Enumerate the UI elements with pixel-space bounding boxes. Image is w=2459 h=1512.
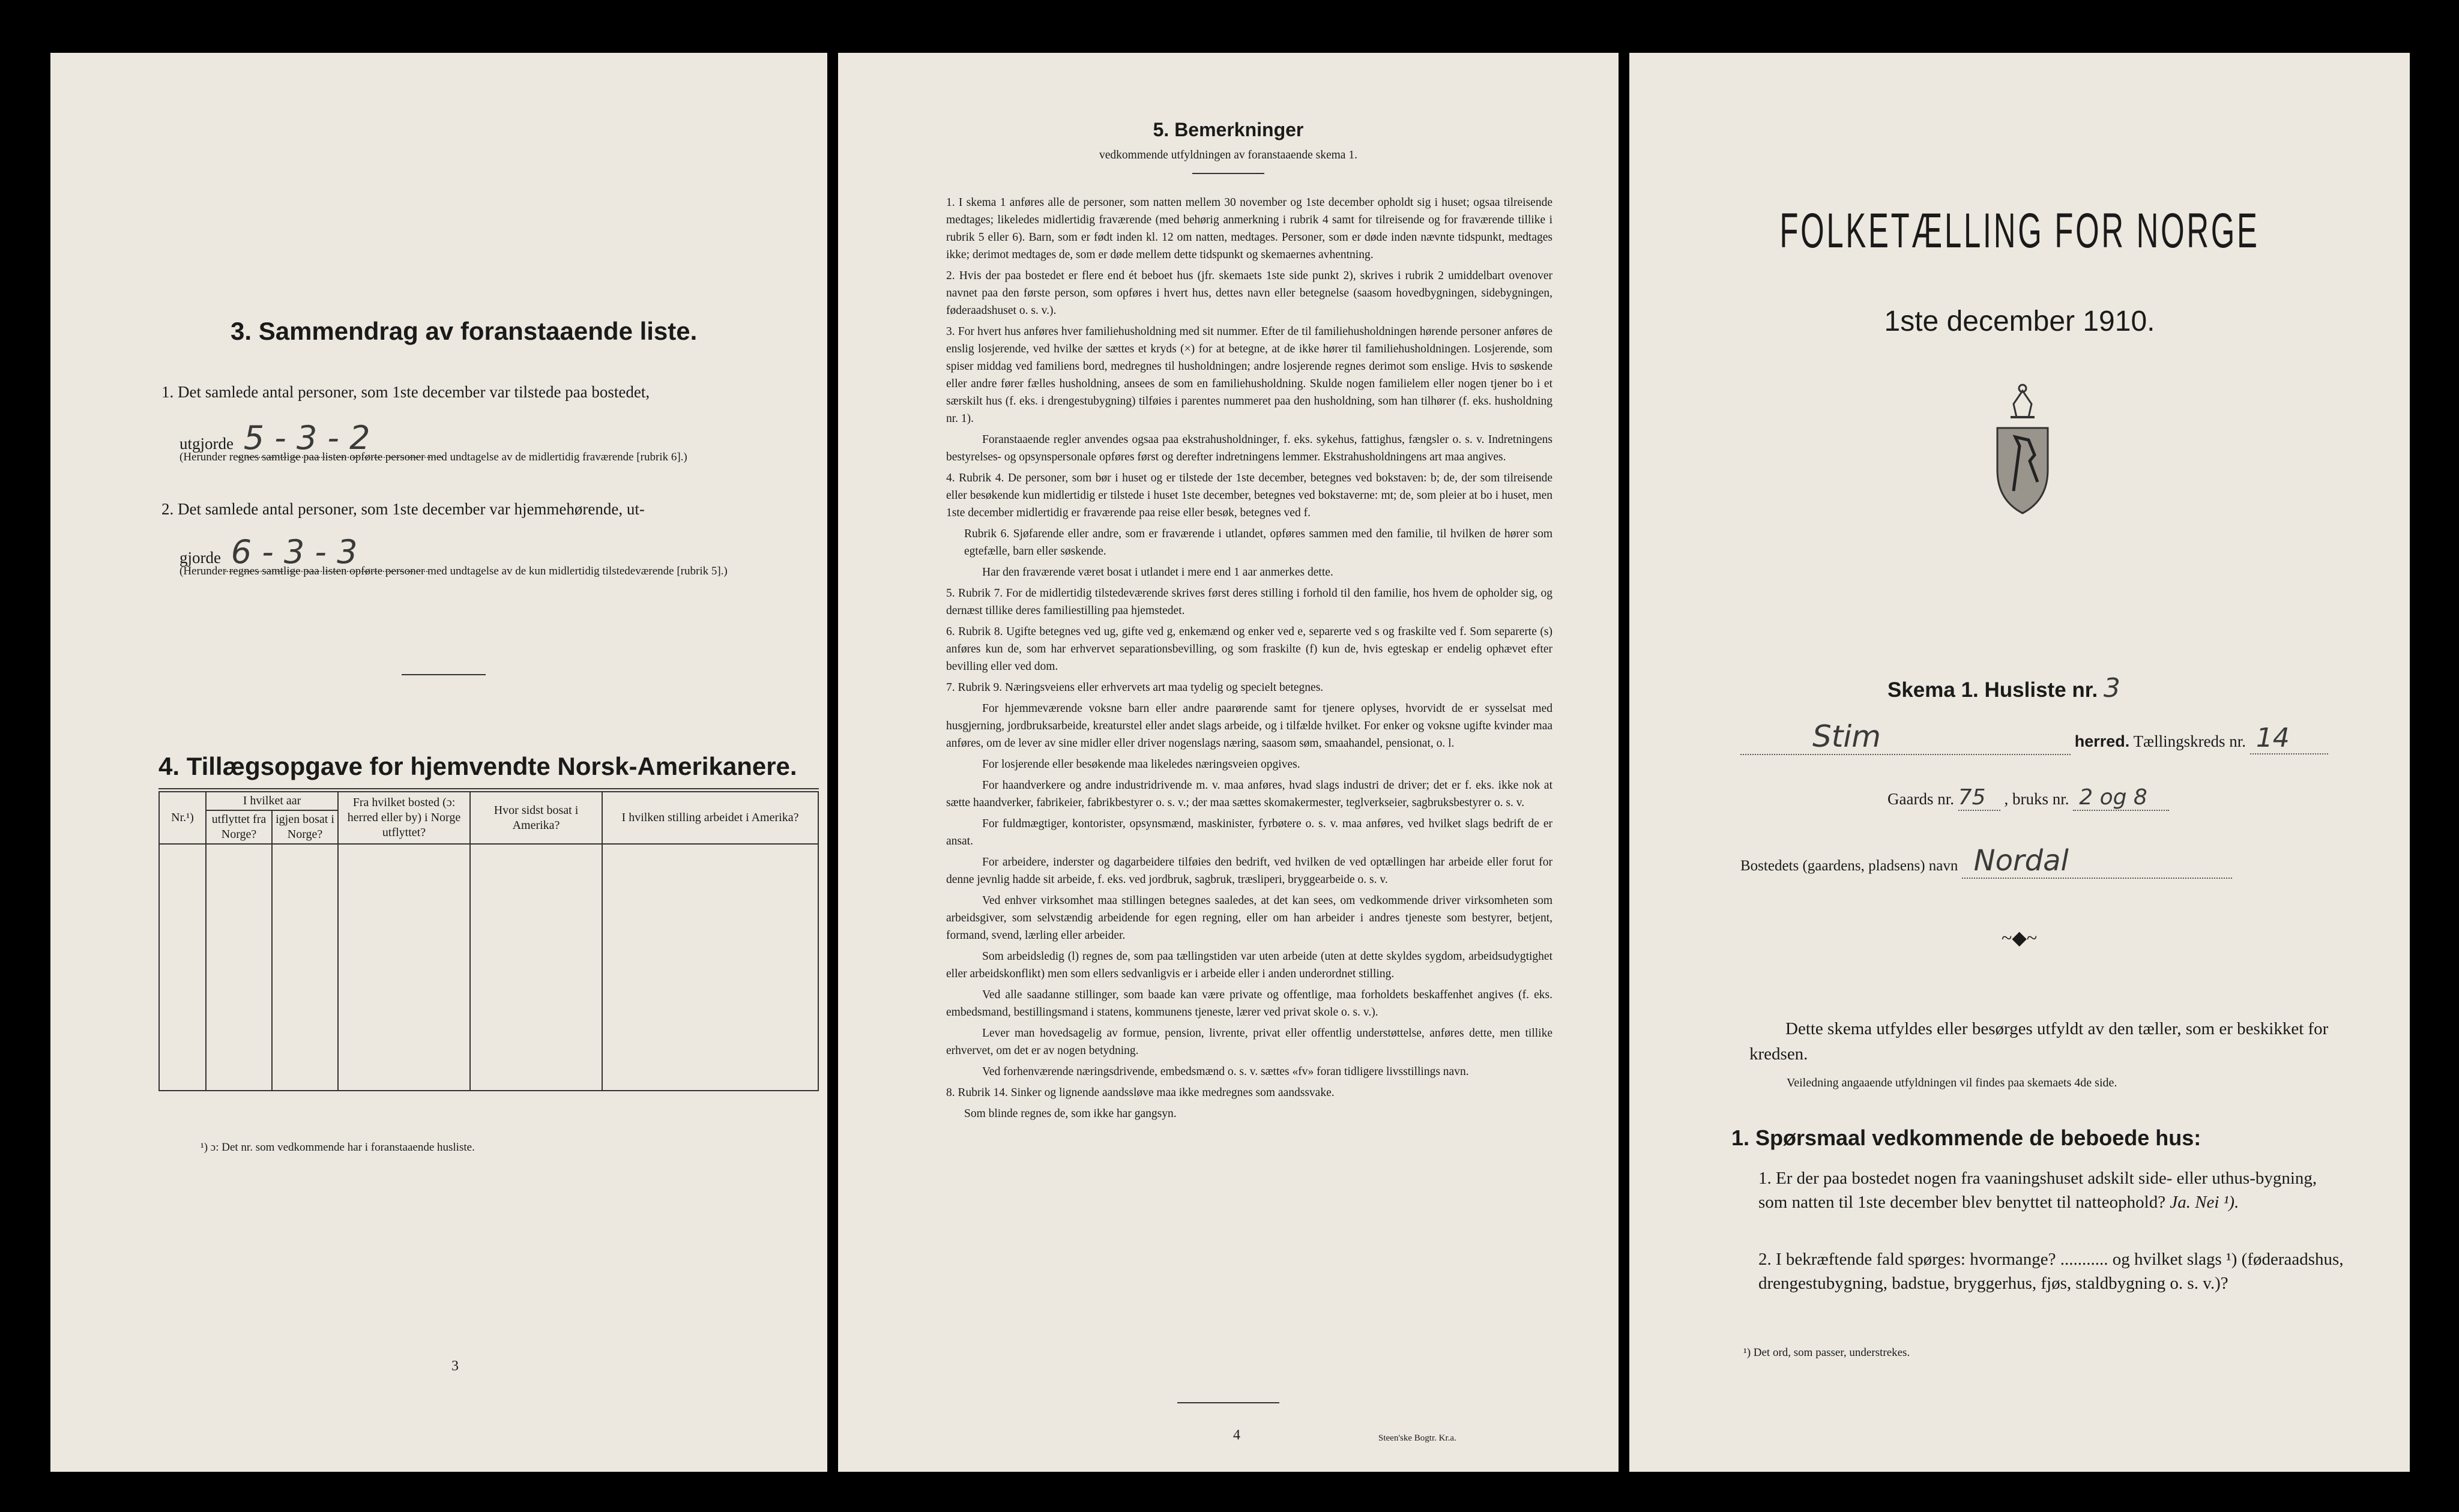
- section-4-title: 4. Tillægsopgave for hjemvendte Norsk-Amerikanere.: [158, 752, 797, 780]
- herred-value: Stim: [1740, 719, 2071, 755]
- question-1: 1. Er der paa bostedet nogen fra vaaningshuset adskilt side- eller uthus-bygning, som natten til 1ste december blev benyttet til natteophold? Ja. Nei ¹).: [1758, 1169, 2317, 1212]
- item-1-text: 1. Det samlede antal personer, som 1ste december var tilstede paa bostedet,: [161, 383, 650, 401]
- gaards-label: Gaards nr.: [1887, 790, 1954, 808]
- intro-text: Dette skema utfyldes eller besørges utfyldt av den tæller, som er beskikket for kredsen.: [1749, 1019, 2329, 1064]
- remark-3b: Foranstaaende regler anvendes ogsaa paa ekstrahusholdninger, f. eks. sykehus, fattighus, fængsler o. s. v. Indretningens bestyrelses- og opsynspersonale opføres først og derefter indretningens lemmer. Ekstrahusholdningens art maa angives.: [946, 433, 1552, 463]
- bruks-value: 2 og 8: [2073, 785, 2169, 811]
- remark-7f: For arbeidere, inderster og dagarbeidere tilføies den bedrift, ved hvilken de ved optællingen har arbeide eller forut for denne jevnlig hadde sit arbeide, f. eks. ved jordbruk, sagbruk, træsliperi, bryggearbeide o. s. v.: [946, 856, 1552, 886]
- header-stilling: I hvilken stilling arbeidet i Amerika?: [602, 792, 818, 844]
- remark-5: 5. Rubrik 7. For de midlertidig tilstedeværende skrives først deres stilling i forhold til den familie, hos hvem de opholder sig, og dernæst tillike deres familiestilling paa hjemstedet.: [946, 587, 1552, 617]
- herred-label: herred.: [2074, 732, 2130, 750]
- remark-7: 7. Rubrik 9. Næringsveiens eller erhvervets art maa tydelig og specielt betegnes.: [946, 681, 1324, 694]
- page-1: [1629, 53, 2410, 1472]
- table-cell: [159, 844, 206, 1091]
- table-cell: [602, 844, 818, 1091]
- header-utflyttet: utflyttet fra Norge?: [206, 810, 272, 844]
- question-2: 2. I bekræftende fald spørges: hvormange? ........... og hvilket slags ¹) (føderaadshus, drengestubygning, badstue, bryggerhus, fjøs, staldbygning o. s. v.)?: [1758, 1250, 2344, 1293]
- section-3-title: 3. Sammendrag av foranstaaende liste.: [231, 317, 698, 345]
- header-group: I hvilket aar: [206, 792, 338, 810]
- remark-7d: For haandverkere og andre industridrivende m. v. maa anføres, hvad slags industri de driver; det er f. eks. ikke nok at sætte haandverker, fabrikeier, fabrikbestyrer o. s. v.; der maa sættes skomakermester, teglverkseier, sagbruksbestyrer o. s. v.: [946, 779, 1552, 809]
- remark-4c: Har den fraværende været bosat i utlandet i mere end 1 aar anmerkes dette.: [982, 566, 1333, 579]
- remark-6: 6. Rubrik 8. Ugifte betegnes ved ug, gifte ved g, enkemænd og enker ved e, separerte ved s og fraskilte ved f. Som separerte (s) anføres kun de, som har erhvervet separationsbevilling, og som fraskilte (f) kun de, hvis egteskap er endelig ophævet efter bevilling eller ved dom.: [946, 625, 1552, 673]
- remark-7b: For hjemmeværende voksne barn eller andre paarørende samt for tjenere oplyses, hvorvidt de er sysselsat med husgjerning, jordbruksarbeide, kreaturstel eller andet slags arbeide, og i tilfælde hvilket. For enker og voksne ugifte kvinder maa anføres, om de lever av sine midler eller driver nogenslags næring, saasom søm, smaahandel, pensionat, o. l.: [946, 702, 1552, 750]
- herred-line: [1740, 719, 2353, 755]
- table-footnote: ¹) ɔ: Det nr. som vedkommende har i foranstaaende husliste.: [201, 1141, 475, 1154]
- coat-of-arms-icon: [1987, 380, 2059, 518]
- item-2-lead: gjorde 6 - 3 - 3: [180, 533, 429, 572]
- remarks-body: [946, 194, 1552, 1126]
- item-1-handwritten: 5 - 3 - 2: [238, 419, 442, 458]
- page-3: [50, 53, 827, 1472]
- item-1-note: (Herunder regnes samtlige paa listen opførte personer med undtagelse av de midlertidig fraværende [rubrik 6].): [180, 451, 687, 463]
- ornament: ~◆~: [2002, 927, 2038, 948]
- divider: [402, 674, 486, 675]
- remark-4b: Rubrik 6. Sjøfarende eller andre, som er fraværende i utlandet, opføres sammen med den familie, til hvilken de hører som egtefælle, barn eller søskende.: [964, 528, 1552, 558]
- bruks-label: , bruks nr.: [2004, 790, 2069, 808]
- divider: [1177, 1402, 1279, 1403]
- remark-8: 8. Rubrik 14. Sinker og lignende aandssløve maa ikke medregnes som aandssvake.: [946, 1086, 1335, 1099]
- header-hvor: Hvor sidst bosat i Amerika?: [470, 792, 602, 844]
- item-2-note: (Herunder regnes samtlige paa listen opførte personer med undtagelse av de kun midlertidig tilstedeværende [rubrik 5].): [180, 565, 728, 577]
- page-4: [838, 53, 1619, 1472]
- page-4-subtitle: vedkommende utfyldningen av foranstaaende skema 1.: [1099, 149, 1357, 161]
- remark-1: 1. I skema 1 anføres alle de personer, som natten mellem 30 november og 1ste december opholdt sig i huset; ogsaa tilreisende medtages; likeledes midlertidig fraværende (med behørig anmerkning i rubrik 4 samt for tilreisende og for fraværende tillike i rubrik 5 eller 6). Barn, som er født inden kl. 12 om natten, medtages. Personer, som er døde inden nævnte tidspunkt, medtages ikke; derimot medtages de, som er døde mellem dette tidspunkt og skemaernes avhentning.: [946, 196, 1552, 261]
- veiledning-text: Veiledning angaaende utfyldningen vil findes paa skemaets 4de side.: [1787, 1076, 2117, 1089]
- header-igjen: igjen bosat i Norge?: [272, 810, 338, 844]
- page-number: 3: [451, 1358, 459, 1374]
- item-2-text: 2. Det samlede antal personer, som 1ste december var hjemmehørende, ut-: [161, 500, 645, 518]
- question-1-answer: Ja. Nei ¹).: [2170, 1193, 2239, 1212]
- census-date: 1ste december 1910.: [1884, 306, 2155, 337]
- skema-label: Skema 1. Husliste nr. 3: [1887, 673, 2120, 703]
- bosted-value: Nordal: [1962, 844, 2232, 879]
- item-2-handwritten: 6 - 3 - 3: [225, 533, 429, 572]
- norsk-amerikanere-table: [158, 791, 819, 1091]
- remark-7i: Ved alle saadanne stillinger, som baade kan være private og offentlige, maa forholdets beskaffenhet angives (f. eks. embedsmand, bestillingsmand i statens, kommunens tjeneste, lærer ved privat skole o. s. v.).: [946, 989, 1552, 1019]
- divider: [1192, 173, 1264, 174]
- divider: [158, 788, 819, 789]
- header-fra: Fra hvilket bosted (ɔ: herred eller by) i Norge utflyttet?: [338, 792, 470, 844]
- main-title: FOLKETÆLLING FOR NORGE: [1779, 203, 2260, 258]
- table-cell: [338, 844, 470, 1091]
- page-number: 4: [1233, 1427, 1240, 1443]
- gaards-value: 75: [1958, 785, 2000, 811]
- remark-7c: For losjerende eller besøkende maa likeledes næringsveien opgives.: [982, 758, 1300, 771]
- table-cell: [470, 844, 602, 1091]
- remark-8b: Som blinde regnes de, som ikke har gangsyn.: [964, 1107, 1177, 1120]
- table-cell: [272, 844, 338, 1091]
- remark-4: 4. Rubrik 4. De personer, som bør i huset og er tilstede der 1ste december, betegnes ved bokstaven: b; de, der som tilreisende eller besøkende kun midlertidig er tilstede i huset 1ste december, betegnes ved bokstaverne: mt; de, som pleier at bo i huset, men 1ste december midlertidig er fraværende paa reise eller besøk, betegnes ved f.: [946, 472, 1552, 519]
- page-1-footnote: ¹) Det ord, som passer, understrekes.: [1743, 1346, 1910, 1359]
- page-4-title: 5. Bemerkninger: [1153, 119, 1304, 140]
- printer-credit: Steen'ske Bogtr. Kr.a.: [1378, 1433, 1456, 1443]
- questions-heading: 1. Spørsmaal vedkommende de beboede hus:: [1731, 1125, 2201, 1150]
- remark-2: 2. Hvis der paa bostedet er flere end ét beboet hus (jfr. skemaets 1ste side punkt 2), skrives i rubrik 2 umiddelbart ovenover navnet paa den første person, som opføres i hvert hus, dettes navn eller betegnelse (saasom hovedbygningen, sidebygningen, føderaadshuset o. s. v.).: [946, 270, 1552, 317]
- item-1-lead: utgjorde 5 - 3 - 2: [180, 419, 442, 458]
- kreds-value: 14: [2250, 723, 2328, 754]
- remark-7j: Lever man hovedsagelig av formue, pension, livrente, privat eller offentlig understøttelse, anføres dette, men tillike erhvervet, om det er av nogen betydning.: [946, 1027, 1552, 1057]
- remark-7e: For fuldmægtiger, kontorister, opsynsmænd, maskinister, fyrbøtere o. s. v. maa anføres, ved hvilket slags bedrift de er ansat.: [946, 818, 1552, 848]
- remark-7k: Ved forhenværende næringsdrivende, embedsmænd o. s. v. sættes «fv» foran tidligere livsstillings navn.: [982, 1065, 1469, 1078]
- header-nr: Nr.¹): [159, 792, 206, 844]
- gaards-line: [1887, 785, 2169, 811]
- husliste-number: 3: [2103, 673, 2120, 703]
- bosted-line: [1740, 844, 2232, 879]
- remark-3: 3. For hvert hus anføres hver familiehusholdning med sit nummer. Efter de til familiehusholdningen hørende personer anføres de enslig losjerende, ved hvilke der sættes et kryds (×) for at betegne, at de ikke hører til familiehusholdningen. Losjerende, som spiser middag ved familiens bord, medregnes til husholdningen; andre losjerende regnes derimot som enslige. Hvis to søskende eller andre fører fælles husholdning, ansees de som en familiehusholdning. Skulde nogen familielem eller nogen tjener bo i et særskilt hus (f. eks. i drengestubygning) tilføies i parentes nummeret paa den husholdning, som han tilhører (f. eks. husholdning nr. 1).: [946, 325, 1552, 425]
- remark-7h: Som arbeidsledig (l) regnes de, som paa tællingstiden var uten arbeide (uten at dette skyldes sygdom, arbeidsudygtighet eller arbeidskonflikt) men som ellers sedvanligvis er i arbeide eller i anden underordnet stilling.: [946, 950, 1552, 980]
- kreds-label: Tællingskreds nr.: [2133, 732, 2246, 750]
- remark-7g: Ved enhver virksomhet maa stillingen betegnes saaledes, at det kan sees, om vedkommende driver virksomheten som arbeidsgiver, som selvstændig arbeidende for egen regning, eller om han arbeider i andres tjeneste som bestyrer, betjent, formand, svend, lærling eller arbeider.: [946, 894, 1552, 942]
- table-cell: [206, 844, 272, 1091]
- bosted-label: Bostedets (gaardens, pladsens) navn: [1740, 858, 1958, 874]
